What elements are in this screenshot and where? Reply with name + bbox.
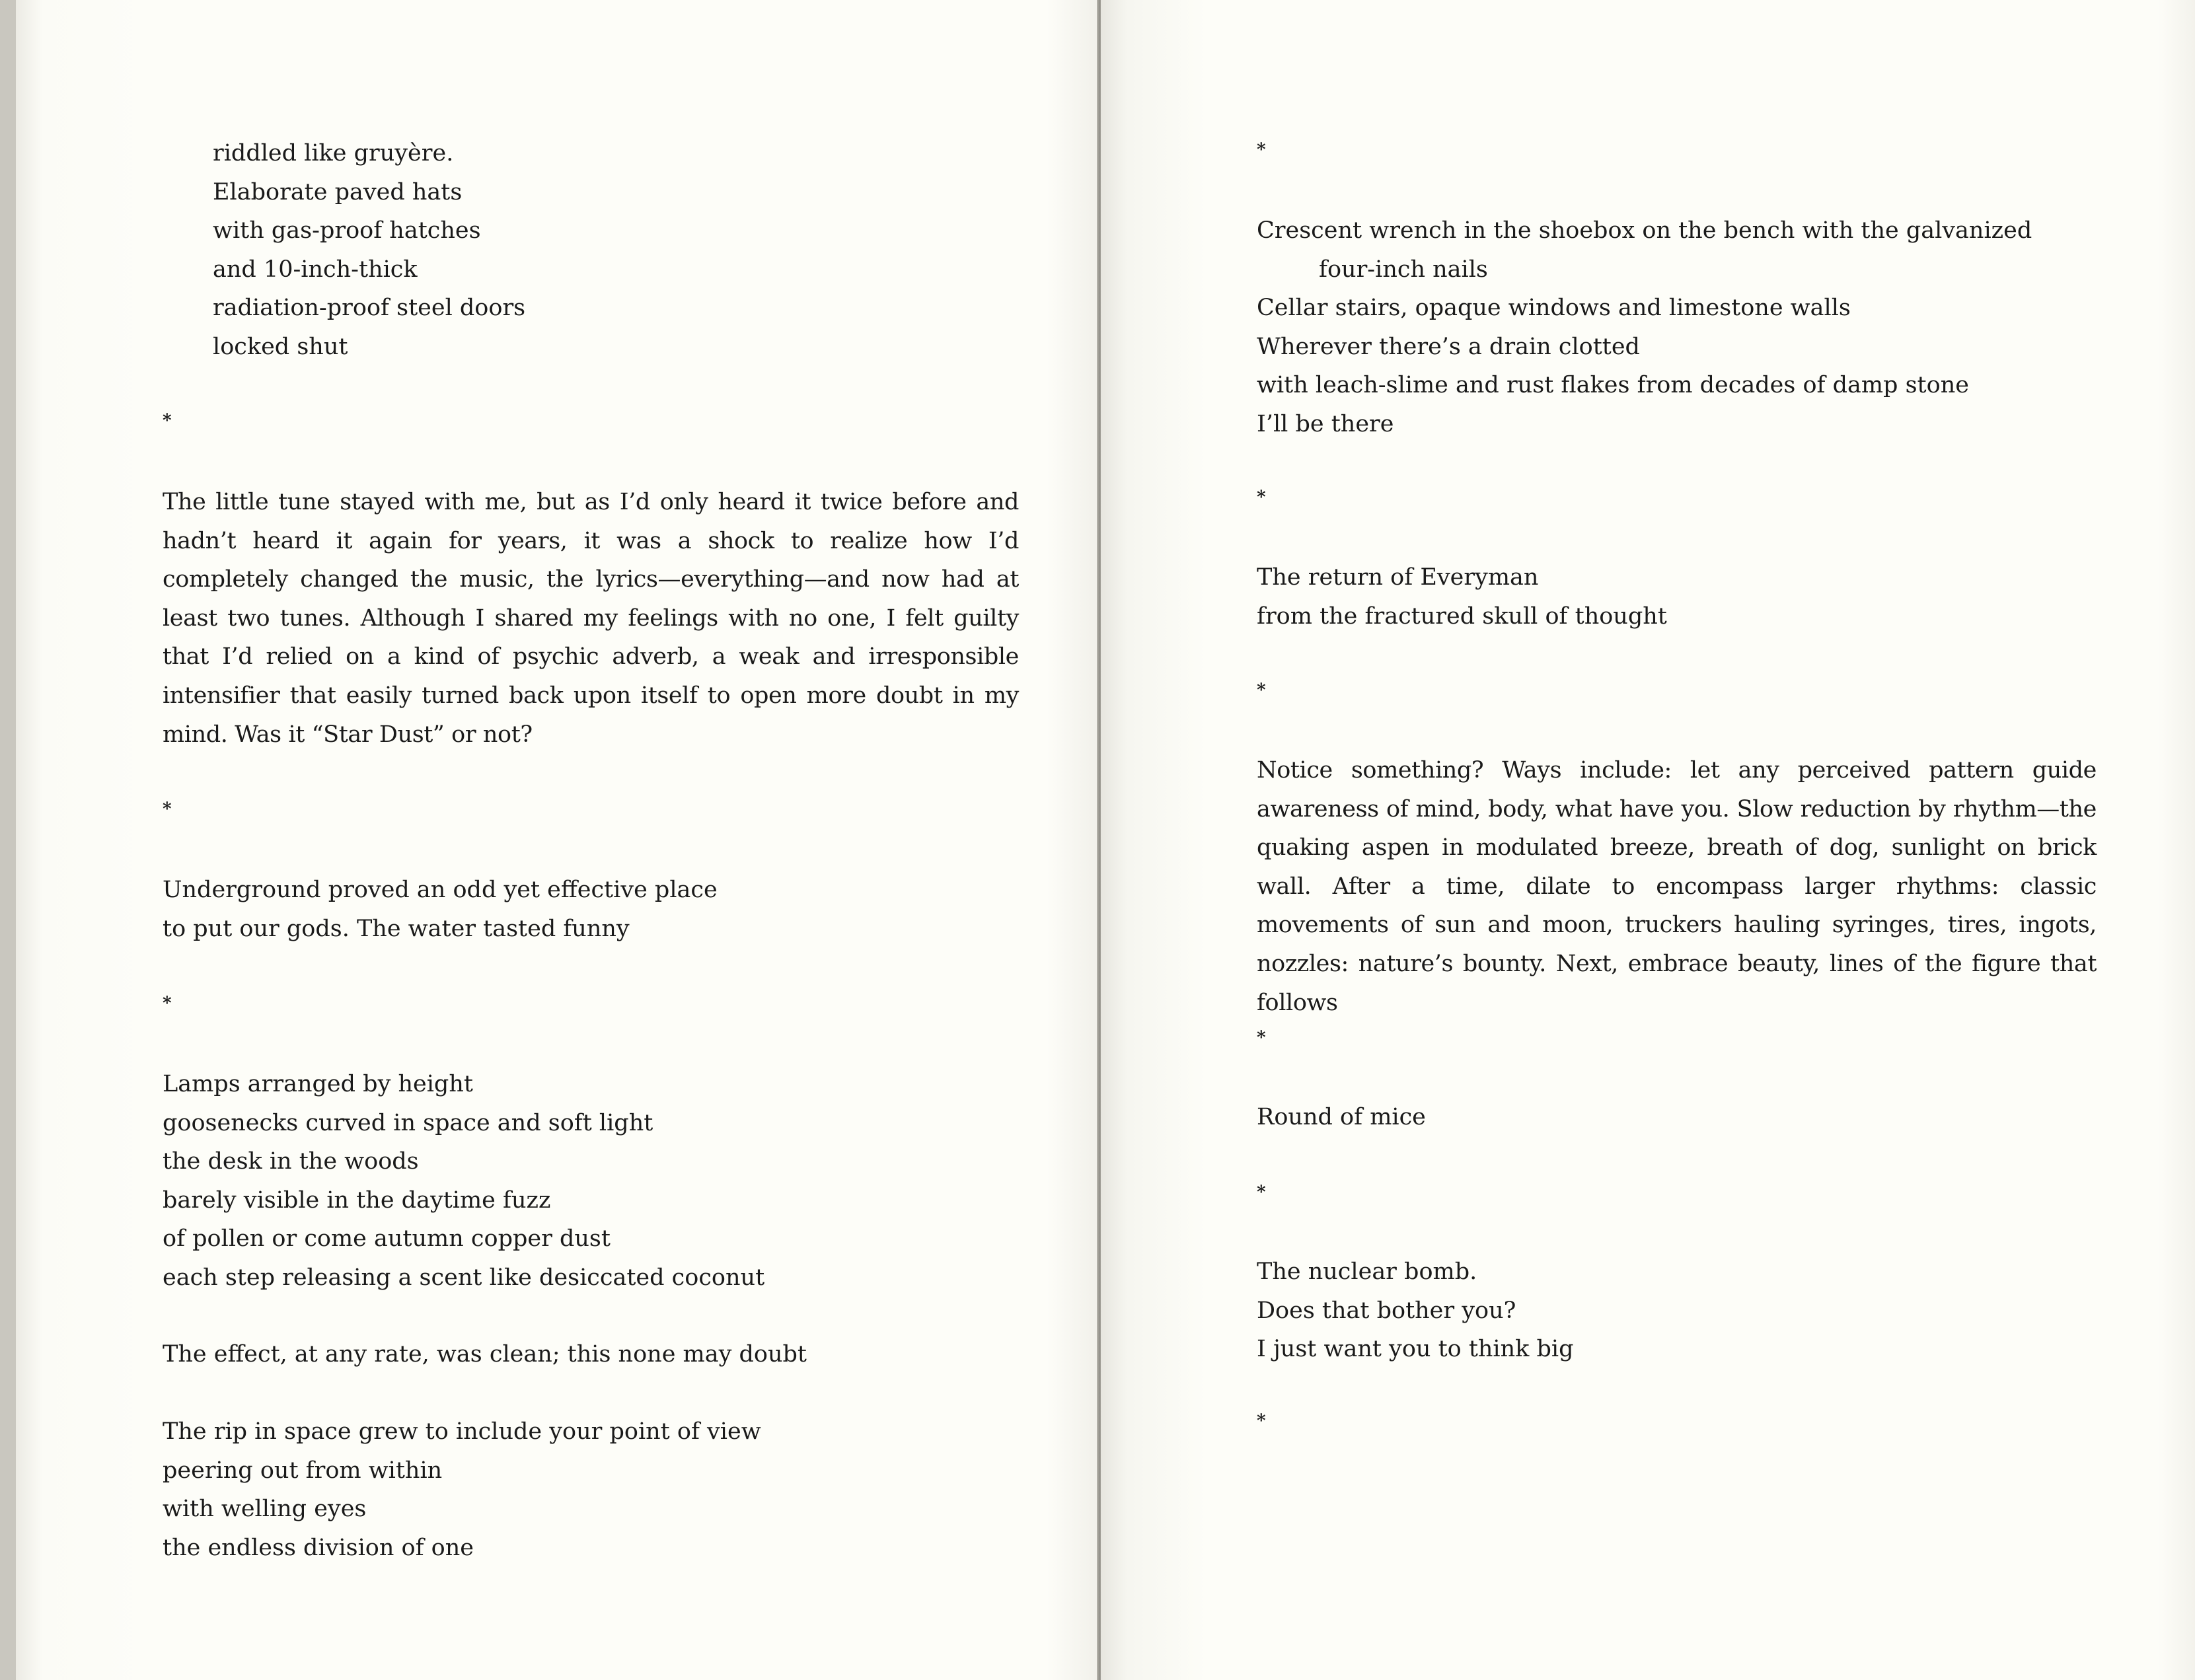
verse-line: peering out from within bbox=[163, 1457, 443, 1484]
verse-line: from the fractured skull of thought bbox=[1257, 603, 1667, 630]
verse-line: locked shut bbox=[213, 333, 348, 360]
verse-line: Does that bother you? bbox=[1257, 1297, 1516, 1324]
section-separator: * bbox=[163, 411, 172, 431]
verse-line: radiation-proof steel doors bbox=[213, 295, 526, 322]
verse-line: with leach-slime and rust flakes from decades of damp stone bbox=[1257, 372, 1969, 399]
section-separator: * bbox=[1257, 140, 1266, 160]
verse-line: the desk in the woods bbox=[163, 1148, 419, 1175]
verse-line: The return of Everyman bbox=[1257, 564, 1539, 591]
verse-line: Elaborate paved hats bbox=[213, 178, 463, 205]
verse-line: with welling eyes bbox=[163, 1496, 367, 1523]
verse-line: and 10-inch-thick bbox=[213, 256, 418, 283]
section-separator: * bbox=[1257, 680, 1266, 700]
verse-line: Underground proved an odd yet effective place bbox=[163, 877, 718, 903]
right-stanza-2 bbox=[1257, 558, 1667, 636]
left-stanza-4 bbox=[163, 1335, 807, 1374]
verse-line: Crescent wrench in the shoebox on the bench with the galvanized bbox=[1257, 217, 2032, 244]
verse-line: Cellar stairs, opaque windows and limestone walls bbox=[1257, 295, 1851, 322]
verse-line: The nuclear bomb. bbox=[1257, 1259, 1477, 1285]
verse-line: four-inch nails bbox=[1319, 256, 1488, 283]
section-separator: * bbox=[1257, 1411, 1266, 1431]
right-stanza-4 bbox=[1257, 1253, 1574, 1369]
section-separator: * bbox=[1257, 1183, 1266, 1202]
section-separator: * bbox=[1257, 488, 1266, 507]
verse-line: Lamps arranged by height bbox=[163, 1071, 473, 1097]
verse-line: riddled like gruyère. bbox=[213, 140, 454, 166]
verse-line: The rip in space grew to include your point of view bbox=[163, 1418, 761, 1445]
verse-line: barely visible in the daytime fuzz bbox=[163, 1187, 551, 1214]
verse-line: each step releasing a scent like desiccated coconut bbox=[163, 1264, 765, 1291]
verse-line: to put our gods. The water tasted funny bbox=[163, 915, 630, 942]
verse-line: goosenecks curved in space and soft light bbox=[163, 1109, 653, 1136]
section-separator: * bbox=[1257, 1028, 1266, 1048]
right-stanza-1 bbox=[1257, 211, 2032, 444]
verse-line: Wherever there’s a drain clotted bbox=[1257, 333, 1640, 360]
verse-line: the endless division of one bbox=[163, 1534, 474, 1561]
left-stanza-5 bbox=[163, 1412, 761, 1567]
left-stanza-3 bbox=[163, 1065, 764, 1297]
right-prose-paragraph: Notice something? Ways include: let any perceived pattern guide awareness of mind, body, what have you. Slow reduction by rhythm—the quaking aspen in modulated breeze, breath of dog, sunlight on brick wall. After a time, dilate to encompass larger rhythms: classic movements of sun and moon, truckers hauling syringes, tires, ingots, nozzles: nature’s bounty. Next, embrace beauty, lines of the figure that follows bbox=[1257, 757, 2097, 1016]
right-page bbox=[1101, 0, 2195, 1680]
verse-line: I’ll be there bbox=[1257, 410, 1394, 437]
verse-line: The effect, at any rate, was clean; this none may doubt bbox=[163, 1341, 807, 1368]
verse-line: with gas-proof hatches bbox=[213, 217, 481, 244]
section-separator: * bbox=[163, 994, 172, 1013]
verse-line: of pollen or come autumn copper dust bbox=[163, 1225, 611, 1253]
verse-line: I just want you to think big bbox=[1257, 1336, 1574, 1363]
section-separator: * bbox=[163, 799, 172, 819]
left-stanza-1 bbox=[213, 134, 525, 367]
right-stanza-3 bbox=[1257, 1098, 1426, 1137]
left-prose-paragraph: The little tune stayed with me, but as I’d only heard it twice before and hadn’t heard it again for years, it was a shock to realize how I’d completely changed the music, the lyrics—everything—and now had at least two tunes. Although I shared my feelings with no one, I felt guilty that I’d relied on a kind of psychic adverb, a weak and irresponsible intensifier that easily turned back upon itself to open more doubt in my mind. Was it “Star Dust” or not? bbox=[163, 489, 1019, 748]
verse-line: Round of mice bbox=[1257, 1104, 1426, 1130]
left-stanza-2 bbox=[163, 871, 718, 948]
